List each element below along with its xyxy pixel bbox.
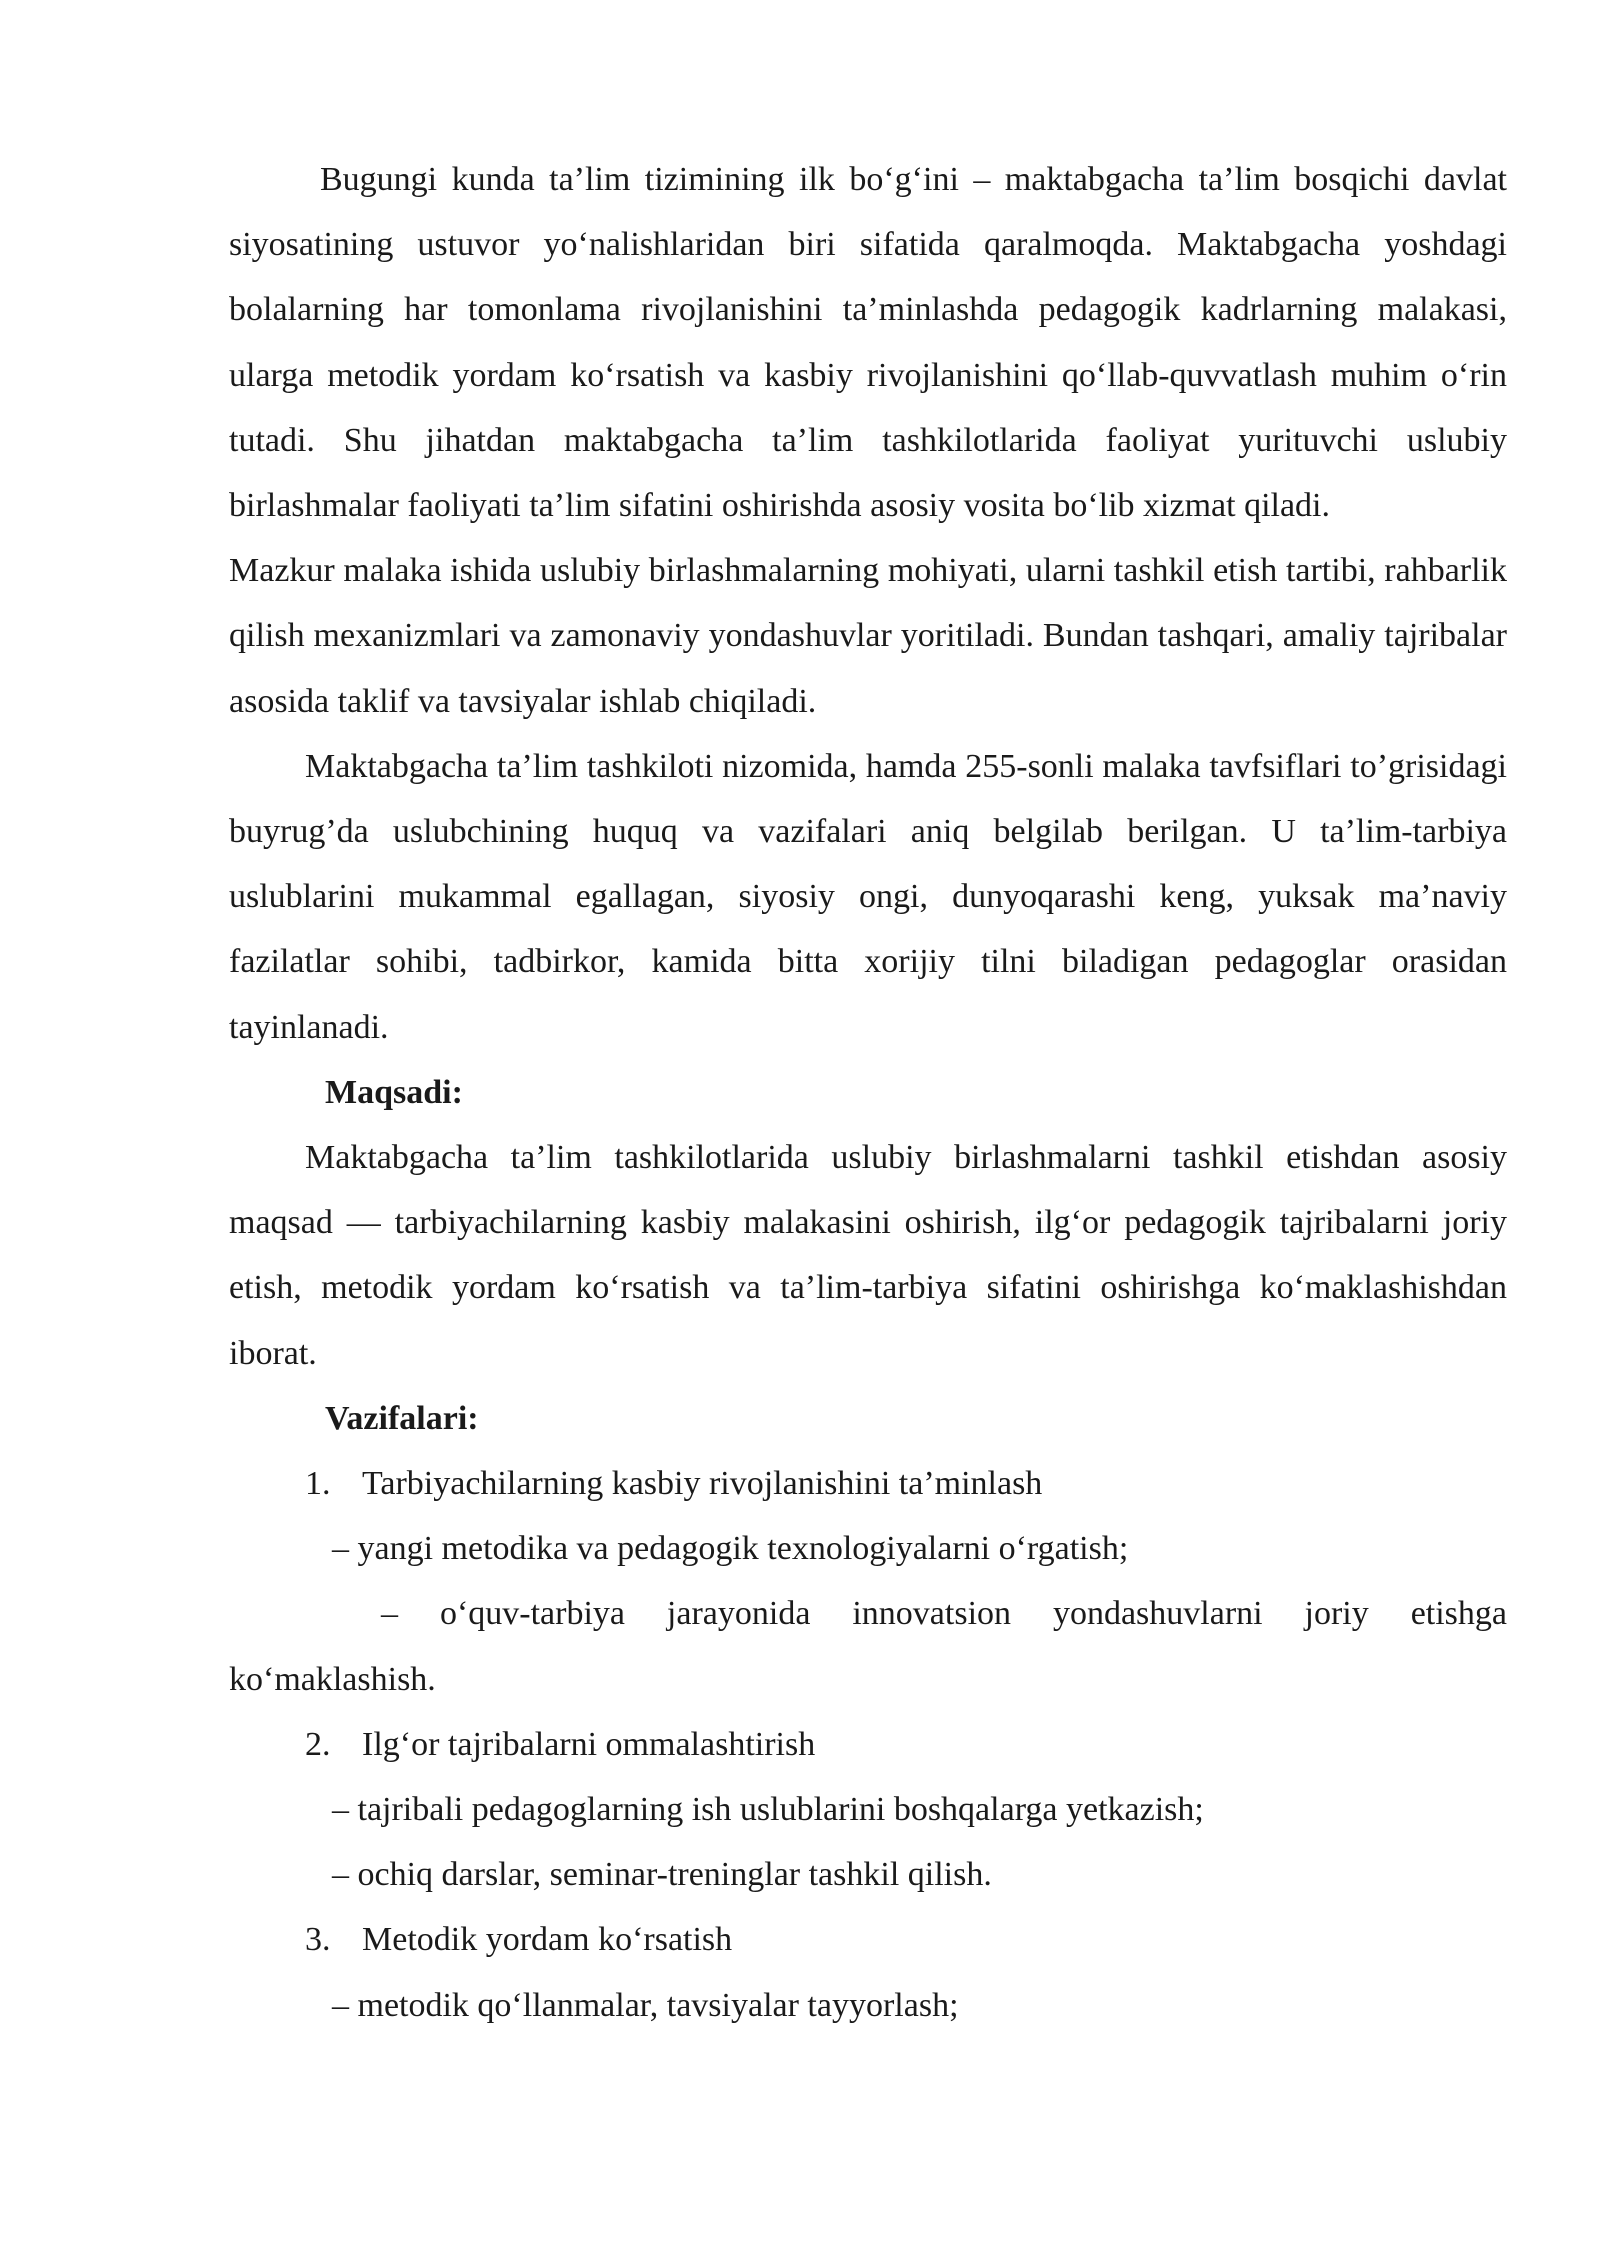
task-item-3: [229, 1907, 1507, 1972]
paragraph-intro: Bugungi kunda ta’lim tizimining ilk bo‘g‘ini – maktabgacha ta’lim bosqichi davlat siyosatining ustuvor yo‘nalishlaridan biri sifatida qaralmoqda. Maktabgacha yoshdagi bolalarning har tomonlama rivojlanishini ta’minlashda pedagogik kadrlarning malakasi, ularga metodik yordam ko‘rsatish va kasbiy rivojlanishini qo‘llab-quvvatlash muhim o‘rin tutadi. Shu jihatdan maktabgacha ta’lim tashkilotlarida faoliyat yurituvchi uslubiy birlashmalar faoliyati ta’lim sifatini oshirishda asosiy vosita bo‘lib xizmat qiladi.: [229, 161, 1507, 525]
task-item-1: [229, 1451, 1507, 1516]
task-title: Ilg‘or tajribalarni ommalashtirish: [362, 1725, 816, 1763]
task-title: Tarbiyachilarning kasbiy rivojlanishini ta’minlash: [362, 1465, 1043, 1503]
task-number: 1.: [305, 1465, 331, 1503]
task-subitem: – o‘quv-tarbiya jarayonida innovatsion yondashuvlarni joriy etishga ko‘maklashish.: [229, 1595, 1507, 1698]
paragraph-maqsad: Maktabgacha ta’lim tashkilotlarida uslubiy birlashmalarni tashkil etishdan asosiy maqsad — tarbiyachilarning kasbiy malakasini oshirish, ilg‘or pedagogik tajribalarni joriy etish, metodik yordam ko‘rsatish va ta’lim-tarbiya sifatini oshirishga ko‘maklashishdan iborat.: [229, 1139, 1507, 1372]
heading-maqsadi: Maqsadi:: [325, 1073, 463, 1111]
task-item-2: [229, 1712, 1507, 1777]
task-subitem: – yangi metodika va pedagogik texnologiyalarni o‘rgatish;: [332, 1530, 1129, 1568]
document-page: [229, 147, 1507, 2038]
heading-vazifalari: Vazifalari:: [325, 1399, 479, 1437]
task-subitem: – ochiq darslar, seminar-treninglar tashkil qilish.: [332, 1856, 992, 1894]
task-number: 3.: [305, 1921, 331, 1959]
paragraph-nizom: Maktabgacha ta’lim tashkiloti nizomida, hamda 255-sonli malaka tavfsiflari to’grisidagi buyrug’da uslubchining huquq va vazifalari aniq belgilab berilgan. U ta’lim-tarbiya uslublarini mukammal egallagan, siyosiy ongi, dunyoqarashi keng, yuksak ma’naviy fazilatlar sohibi, tadbirkor, kamida bitta xorijiy tilni biladigan pedagoglar orasidan tayinlanadi.: [229, 747, 1507, 1046]
task-number: 2.: [305, 1725, 331, 1763]
task-title: Metodik yordam ko‘rsatish: [362, 1921, 733, 1959]
task-subitem: – metodik qo‘llanmalar, tavsiyalar tayyorlash;: [332, 1986, 959, 2024]
task-subitem: – tajribali pedagoglarning ish uslublarini boshqalarga yetkazish;: [332, 1791, 1204, 1829]
paragraph-intro-continued: Mazkur malaka ishida uslubiy birlashmalarning mohiyati, ularni tashkil etish tartibi, rahbarlik qilish mexanizmlari va zamonaviy yondashuvlar yoritiladi. Bundan tashqari, amaliy tajribalar asosida taklif va tavsiyalar ishlab chiqiladi.: [229, 552, 1507, 720]
